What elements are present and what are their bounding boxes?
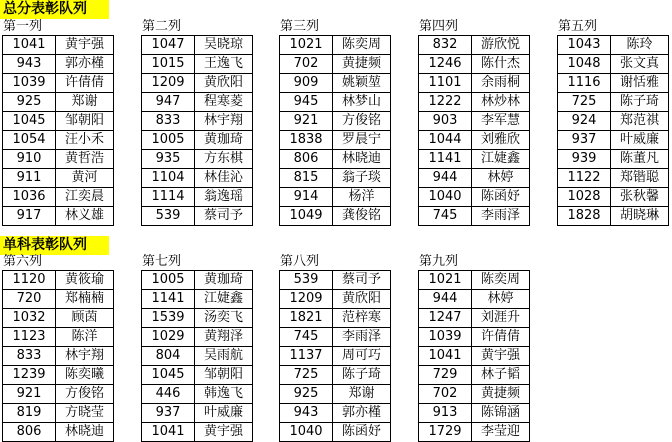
student-name: 郑谢 — [56, 93, 114, 112]
student-id: 819 — [3, 404, 56, 423]
student-name: 胡晓琳 — [611, 207, 669, 226]
roster-table — [2, 270, 114, 442]
table-row — [3, 55, 114, 74]
table-row — [419, 347, 530, 366]
student-name: 黄捷频 — [333, 55, 391, 74]
table-row — [280, 328, 391, 347]
student-id: 815 — [280, 169, 333, 188]
student-name: 方俊铭 — [56, 385, 114, 404]
table-row — [142, 207, 253, 226]
student-id: 943 — [280, 404, 333, 423]
table-row — [3, 169, 114, 188]
student-id: 924 — [558, 112, 611, 131]
student-id: 725 — [280, 366, 333, 385]
student-name: 黄欣阳 — [333, 290, 391, 309]
student-id: 1246 — [419, 55, 472, 74]
table-row — [280, 55, 391, 74]
table-row — [142, 169, 253, 188]
table-row — [3, 93, 114, 112]
student-name: 黄筱瑜 — [56, 271, 114, 290]
student-name: 陈董凡 — [611, 150, 669, 169]
table-row — [419, 131, 530, 150]
student-name: 杨洋 — [333, 188, 391, 207]
student-name: 黄欣阳 — [195, 74, 253, 93]
student-name: 林晓迪 — [333, 150, 391, 169]
student-name: 汤奕飞 — [195, 309, 253, 328]
table-row — [280, 347, 391, 366]
student-name: 郑范祺 — [611, 112, 669, 131]
student-name: 黄珈琦 — [195, 271, 253, 290]
column-block — [279, 254, 391, 442]
student-name: 陈奕曦 — [56, 366, 114, 385]
student-id: 945 — [280, 93, 333, 112]
student-name: 刘雅欣 — [472, 131, 530, 150]
student-name: 林炒林 — [472, 93, 530, 112]
student-id: 1239 — [3, 366, 56, 385]
roster-table — [2, 35, 114, 226]
table-row — [558, 55, 669, 74]
table-row — [3, 207, 114, 226]
student-id: 1039 — [3, 74, 56, 93]
column-block — [141, 254, 253, 442]
table-row — [3, 36, 114, 55]
roster-table — [279, 35, 391, 226]
student-name: 林梦山 — [333, 93, 391, 112]
student-name: 陈子琦 — [611, 93, 669, 112]
student-id: 1036 — [3, 188, 56, 207]
student-id: 833 — [142, 112, 195, 131]
section-title-single-subject: 单科表彰队列 — [0, 236, 109, 255]
student-name: 方东棋 — [195, 150, 253, 169]
table-row — [142, 423, 253, 442]
student-name: 张秋馨 — [611, 188, 669, 207]
table-row — [419, 423, 530, 442]
student-id: 1029 — [142, 328, 195, 347]
table-row — [142, 93, 253, 112]
student-name: 江婕鑫 — [472, 150, 530, 169]
student-name: 郑锴聪 — [611, 169, 669, 188]
student-id: 1005 — [142, 131, 195, 150]
student-name: 江婕鑫 — [195, 290, 253, 309]
table-row — [142, 309, 253, 328]
student-name: 龚俊铭 — [333, 207, 391, 226]
column-block — [418, 19, 530, 226]
table-row — [3, 131, 114, 150]
student-id: 1141 — [142, 290, 195, 309]
student-id: 1049 — [280, 207, 333, 226]
student-id: 1041 — [142, 423, 195, 442]
student-name: 郭亦槿 — [56, 55, 114, 74]
student-id: 745 — [280, 328, 333, 347]
student-id: 1209 — [280, 290, 333, 309]
table-row — [280, 93, 391, 112]
table-row — [558, 93, 669, 112]
student-id: 539 — [142, 207, 195, 226]
student-id: 446 — [142, 385, 195, 404]
table-row — [142, 55, 253, 74]
table-row — [280, 404, 391, 423]
table-row — [3, 404, 114, 423]
table-row — [142, 112, 253, 131]
student-name: 周可巧 — [333, 347, 391, 366]
student-id: 702 — [419, 385, 472, 404]
student-name: 陈函妤 — [333, 423, 391, 442]
student-id: 1821 — [280, 309, 333, 328]
student-id: 1222 — [419, 93, 472, 112]
student-id: 913 — [419, 404, 472, 423]
student-name: 李雨泽 — [472, 207, 530, 226]
student-id: 947 — [142, 93, 195, 112]
student-name: 林子韬 — [472, 366, 530, 385]
table-row — [3, 290, 114, 309]
student-name: 黄珈琦 — [195, 131, 253, 150]
table-row — [3, 366, 114, 385]
student-name: 林宇翔 — [195, 112, 253, 131]
student-id: 1045 — [3, 112, 56, 131]
table-row — [142, 366, 253, 385]
student-name: 范梓寒 — [333, 309, 391, 328]
table-row — [3, 347, 114, 366]
table-row — [419, 150, 530, 169]
table-row — [3, 385, 114, 404]
student-id: 1828 — [558, 207, 611, 226]
student-id: 914 — [280, 188, 333, 207]
student-id: 1054 — [3, 131, 56, 150]
table-row — [280, 366, 391, 385]
student-id: 909 — [280, 74, 333, 93]
student-id: 921 — [280, 112, 333, 131]
table-row — [142, 74, 253, 93]
table-row — [3, 150, 114, 169]
student-name: 方俊铭 — [333, 112, 391, 131]
student-id: 1209 — [142, 74, 195, 93]
student-id: 1041 — [3, 36, 56, 55]
student-id: 1032 — [3, 309, 56, 328]
student-name: 李军慧 — [472, 112, 530, 131]
student-name: 叶威廉 — [195, 404, 253, 423]
student-name: 顾茵 — [56, 309, 114, 328]
student-name: 刘涯升 — [472, 309, 530, 328]
table-row — [280, 150, 391, 169]
table-row — [419, 290, 530, 309]
table-row — [419, 366, 530, 385]
roster-table — [418, 35, 530, 226]
table-row — [280, 207, 391, 226]
student-id: 1040 — [280, 423, 333, 442]
student-name: 罗晨宁 — [333, 131, 391, 150]
student-name: 林婷 — [472, 169, 530, 188]
student-name: 林义雄 — [56, 207, 114, 226]
student-id: 937 — [142, 404, 195, 423]
student-id: 1114 — [142, 188, 195, 207]
table-row — [419, 309, 530, 328]
table-row — [419, 385, 530, 404]
student-name: 邹朝阳 — [195, 366, 253, 385]
column-block — [2, 254, 114, 442]
student-id: 729 — [419, 366, 472, 385]
table-row — [142, 385, 253, 404]
roster-table — [557, 35, 669, 226]
table-row — [142, 404, 253, 423]
table-row — [3, 423, 114, 442]
table-row — [419, 55, 530, 74]
student-name: 姚颖堃 — [333, 74, 391, 93]
student-id: 1040 — [419, 188, 472, 207]
student-id: 806 — [3, 423, 56, 442]
student-id: 833 — [3, 347, 56, 366]
student-id: 1045 — [142, 366, 195, 385]
table-row — [419, 207, 530, 226]
student-id: 1048 — [558, 55, 611, 74]
column-header: 第四列 — [419, 19, 459, 34]
student-name: 许倩倩 — [56, 74, 114, 93]
table-row — [280, 74, 391, 93]
student-id: 1021 — [280, 36, 333, 55]
table-row — [558, 36, 669, 55]
student-name: 陈奕周 — [333, 36, 391, 55]
student-name: 汪小禾 — [56, 131, 114, 150]
student-name: 黄捷频 — [472, 385, 530, 404]
student-id: 1028 — [558, 188, 611, 207]
table-row — [558, 207, 669, 226]
column-header: 第三列 — [280, 19, 320, 34]
table-row — [142, 188, 253, 207]
table-row — [3, 328, 114, 347]
student-name: 陈洋 — [56, 328, 114, 347]
student-id: 539 — [280, 271, 333, 290]
table-row — [419, 112, 530, 131]
column-block — [279, 19, 391, 226]
student-id: 832 — [419, 36, 472, 55]
column-block — [418, 254, 530, 442]
student-name: 张文真 — [611, 55, 669, 74]
student-id: 943 — [3, 55, 56, 74]
table-row — [280, 271, 391, 290]
student-name: 黄宇强 — [56, 36, 114, 55]
student-id: 1116 — [558, 74, 611, 93]
student-id: 944 — [419, 290, 472, 309]
student-name: 黄哲浩 — [56, 150, 114, 169]
student-name: 翁子琰 — [333, 169, 391, 188]
student-name: 吴晓琼 — [195, 36, 253, 55]
table-row — [3, 112, 114, 131]
student-name: 郑谢 — [333, 385, 391, 404]
student-name: 程寒菱 — [195, 93, 253, 112]
student-id: 1122 — [558, 169, 611, 188]
student-id: 1044 — [419, 131, 472, 150]
student-name: 陈子琦 — [333, 366, 391, 385]
student-name: 谢恬雅 — [611, 74, 669, 93]
student-name: 李莹迎 — [472, 423, 530, 442]
table-row — [142, 271, 253, 290]
table-row — [558, 112, 669, 131]
student-id: 925 — [280, 385, 333, 404]
student-name: 许倩倩 — [472, 328, 530, 347]
table-row — [419, 404, 530, 423]
student-id: 911 — [3, 169, 56, 188]
table-row — [280, 290, 391, 309]
student-name: 游欣悦 — [472, 36, 530, 55]
table-row — [280, 169, 391, 188]
student-name: 方晓莹 — [56, 404, 114, 423]
table-row — [142, 347, 253, 366]
roster-table — [141, 270, 253, 442]
roster-table — [141, 35, 253, 226]
student-id: 804 — [142, 347, 195, 366]
student-id: 702 — [280, 55, 333, 74]
column-header: 第五列 — [558, 19, 598, 34]
student-name: 叶威廉 — [611, 131, 669, 150]
table-row — [280, 131, 391, 150]
table-row — [142, 150, 253, 169]
student-name: 林佳沁 — [195, 169, 253, 188]
student-id: 921 — [3, 385, 56, 404]
table-row — [280, 36, 391, 55]
student-id: 935 — [142, 150, 195, 169]
table-row — [280, 423, 391, 442]
student-id: 910 — [3, 150, 56, 169]
table-row — [280, 112, 391, 131]
student-id: 1047 — [142, 36, 195, 55]
student-name: 吴雨航 — [195, 347, 253, 366]
student-id: 903 — [419, 112, 472, 131]
table-row — [3, 188, 114, 207]
student-id: 806 — [280, 150, 333, 169]
table-row — [419, 36, 530, 55]
student-name: 郭亦槿 — [333, 404, 391, 423]
student-id: 1005 — [142, 271, 195, 290]
student-name: 陈什杰 — [472, 55, 530, 74]
student-name: 陈函妤 — [472, 188, 530, 207]
column-header: 第九列 — [419, 254, 459, 269]
student-id: 745 — [419, 207, 472, 226]
column-header: 第六列 — [3, 254, 43, 269]
student-id: 1015 — [142, 55, 195, 74]
student-id: 1137 — [280, 347, 333, 366]
table-row — [3, 271, 114, 290]
column-block — [557, 19, 669, 226]
student-id: 917 — [3, 207, 56, 226]
student-id: 1021 — [419, 271, 472, 290]
roster-table — [279, 270, 391, 442]
student-id: 1120 — [3, 271, 56, 290]
student-id: 1539 — [142, 309, 195, 328]
student-id: 1247 — [419, 309, 472, 328]
student-name: 翁逸瑶 — [195, 188, 253, 207]
student-name: 陈锦涵 — [472, 404, 530, 423]
student-name: 韩逸飞 — [195, 385, 253, 404]
table-row — [558, 150, 669, 169]
roster-table — [418, 270, 530, 442]
table-row — [280, 309, 391, 328]
table-row — [558, 188, 669, 207]
student-name: 郑楠楠 — [56, 290, 114, 309]
student-id: 1838 — [280, 131, 333, 150]
student-id: 1039 — [419, 328, 472, 347]
student-id: 944 — [419, 169, 472, 188]
table-row — [142, 328, 253, 347]
table-row — [3, 74, 114, 93]
student-id: 1141 — [419, 150, 472, 169]
column-header: 第二列 — [142, 19, 182, 34]
student-name: 李雨泽 — [333, 328, 391, 347]
column-block — [2, 19, 114, 226]
column-header: 第一列 — [3, 19, 43, 34]
table-row — [558, 74, 669, 93]
student-name: 林晓迪 — [56, 423, 114, 442]
student-name: 林宇翔 — [56, 347, 114, 366]
student-name: 黄翔泽 — [195, 328, 253, 347]
table-row — [419, 93, 530, 112]
column-header: 第七列 — [142, 254, 182, 269]
student-name: 黄河 — [56, 169, 114, 188]
table-row — [280, 188, 391, 207]
student-id: 1041 — [419, 347, 472, 366]
student-id: 725 — [558, 93, 611, 112]
table-row — [419, 74, 530, 93]
student-name: 江奕晨 — [56, 188, 114, 207]
table-row — [142, 131, 253, 150]
student-id: 1123 — [3, 328, 56, 347]
student-id: 937 — [558, 131, 611, 150]
student-name: 蔡司予 — [195, 207, 253, 226]
student-name: 王逸飞 — [195, 55, 253, 74]
table-row — [142, 290, 253, 309]
student-id: 925 — [3, 93, 56, 112]
column-block — [141, 19, 253, 226]
table-row — [419, 271, 530, 290]
table-row — [142, 36, 253, 55]
student-name: 蔡司予 — [333, 271, 391, 290]
column-header: 第八列 — [280, 254, 320, 269]
section-title-overall: 总分表彰队列 — [0, 0, 109, 19]
student-name: 林婷 — [472, 290, 530, 309]
student-name: 邹朝阳 — [56, 112, 114, 131]
student-id: 1101 — [419, 74, 472, 93]
student-id: 939 — [558, 150, 611, 169]
table-row — [419, 169, 530, 188]
student-name: 余雨桐 — [472, 74, 530, 93]
student-name: 陈奕周 — [472, 271, 530, 290]
student-name: 黄宇强 — [472, 347, 530, 366]
student-name: 陈玲 — [611, 36, 669, 55]
table-row — [3, 309, 114, 328]
table-row — [419, 328, 530, 347]
student-name: 黄宇强 — [195, 423, 253, 442]
student-id: 720 — [3, 290, 56, 309]
table-row — [280, 385, 391, 404]
table-row — [558, 131, 669, 150]
table-row — [558, 169, 669, 188]
student-id: 1043 — [558, 36, 611, 55]
student-id: 1104 — [142, 169, 195, 188]
student-id: 1729 — [419, 423, 472, 442]
table-row — [419, 188, 530, 207]
